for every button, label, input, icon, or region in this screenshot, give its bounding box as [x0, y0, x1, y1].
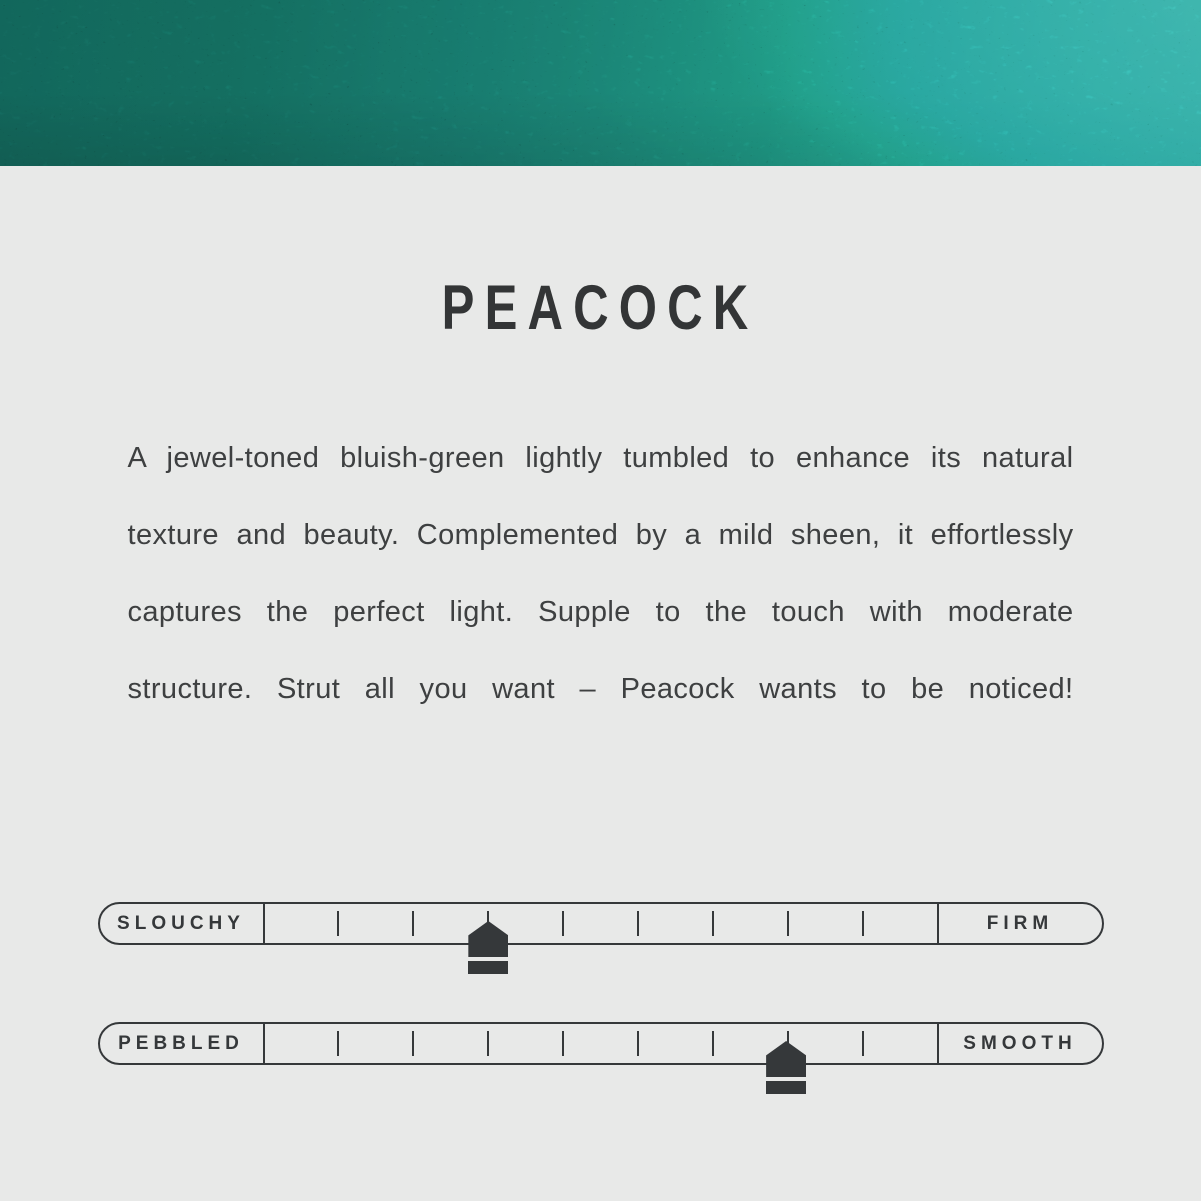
tick-mark — [337, 1031, 340, 1056]
slider-left-label: PEBBLED — [100, 1024, 265, 1063]
description-line: A jewel-toned bluish-green lightly tumbled to enhance its natural — [127, 442, 1074, 474]
slider-right-label: FIRM — [937, 904, 1102, 943]
tick-mark — [637, 911, 640, 936]
tick-mark — [412, 1031, 415, 1056]
tick-mark — [712, 911, 715, 936]
tick-track — [265, 904, 937, 943]
slider-marker — [468, 921, 508, 974]
tick-mark — [562, 1031, 565, 1056]
color-description — [128, 420, 1074, 728]
texture-scale — [98, 1022, 1104, 1065]
leather-swatch-banner — [0, 0, 1201, 166]
description-line: captures the perfect light. Supple to the touch with moderate — [127, 596, 1074, 628]
tick-mark — [862, 1031, 865, 1056]
tick-track — [265, 1024, 937, 1063]
tick-mark — [562, 911, 565, 936]
description-line: texture and beauty. Complemented by a mild sheen, it effortlessly — [127, 519, 1074, 551]
tick-mark — [487, 1031, 490, 1056]
marker-pointer-icon — [468, 921, 508, 957]
tick-mark — [337, 911, 340, 936]
marker-base-icon — [468, 961, 508, 974]
marker-base-icon — [766, 1081, 806, 1094]
tick-mark — [637, 1031, 640, 1056]
slider-left-label: SLOUCHY — [100, 904, 265, 943]
description-line: structure. Strut all you want – Peacock wants to be noticed! — [127, 673, 1074, 705]
marker-pointer-icon — [766, 1041, 806, 1077]
slider-marker — [766, 1041, 806, 1094]
tick-mark — [787, 911, 790, 936]
leather-grain-shadow-texture — [0, 0, 1201, 166]
tick-mark — [412, 911, 415, 936]
structure-scale — [98, 902, 1104, 945]
page-title — [0, 272, 1201, 344]
slider-right-label: SMOOTH — [937, 1024, 1102, 1063]
tick-mark — [862, 911, 865, 936]
page-title-text: PEACOCK — [442, 273, 759, 343]
tick-mark — [712, 1031, 715, 1056]
